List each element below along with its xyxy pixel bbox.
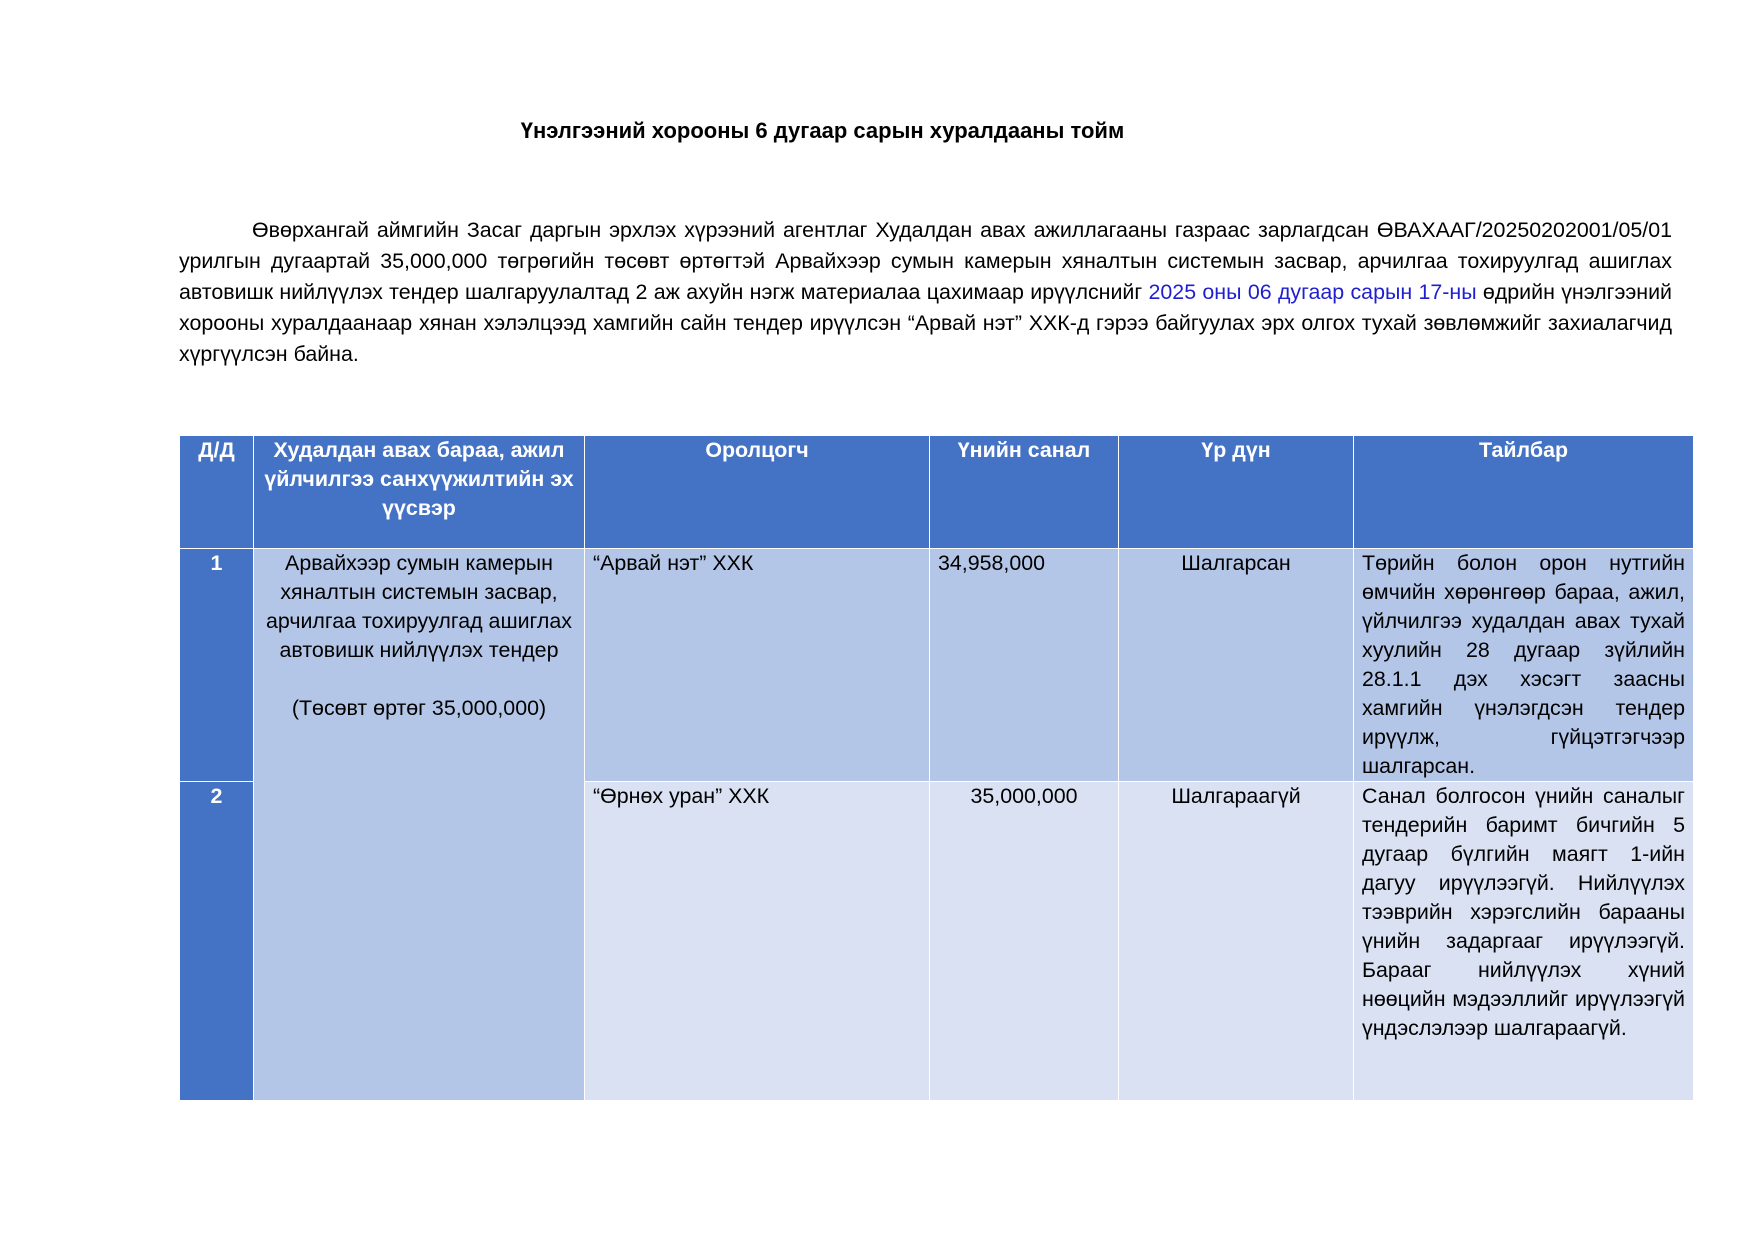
header-participant: Оролцогч	[585, 436, 930, 549]
tender-results-table	[179, 435, 1694, 1101]
result-cell: Шалгараагүй	[1119, 782, 1354, 1101]
item-cell	[254, 549, 585, 1101]
row-number: 2	[180, 782, 254, 1101]
price-cell: 35,000,000	[930, 782, 1119, 1101]
item-description: Арвайхээр сумын камерын хяналтын системын засвар, арчилгаа тохируулгад ашиглах автовишк нийлүүлэх тендер	[266, 551, 572, 662]
item-budget: (Төсөвт өртөг 35,000,000)	[291, 696, 547, 720]
header-price: Үнийн санал	[930, 436, 1119, 549]
table-header-row	[180, 436, 1694, 549]
row-number: 1	[180, 549, 254, 782]
header-item: Худалдан авах бараа, ажил үйлчилгээ санхүүжилтийн эх үүсвэр	[254, 436, 585, 549]
paragraph-date-highlight: 2025 оны 06 дугаар сарын 17-ны	[1148, 280, 1477, 304]
document-title: Үнэлгээний хорооны 6 дугаар сарын хуралдааны тойм	[520, 118, 1125, 143]
table-row	[180, 549, 1694, 782]
header-note: Тайлбар	[1354, 436, 1694, 549]
result-cell: Шалгарсан	[1119, 549, 1354, 782]
participant-cell: “Арвай нэт” ХХК	[585, 549, 930, 782]
price-cell: 34,958,000	[930, 549, 1119, 782]
header-result: Үр дүн	[1119, 436, 1354, 549]
paragraph-text-part1: Өвөрхангай аймгийн Засаг даргын эрхлэх хүрээний агентлаг Худалдан авах ажиллагааны газраас зарлагдсан ӨВАХААГ/20250202001/05/01 урилгын дугаартай 35,000,000 төгрөгийн төсөвт өртөгтэй Арвайхээр сумын камерын хяналтын системын засвар, арчилгаа тохируулгад ашиглах автовишк нийлүүлэх тендер шалгаруулалтад 2 аж ахуйн нэгж материалаа цахимаар ирүүлснийг	[179, 218, 1672, 304]
note-cell: Төрийн болон орон нутгийн өмчийн хөрөнгөөр бараа, ажил, үйлчилгээ худалдан авах тухай хуулийн 28 дугаар зүйлийн 28.1.1 дэх хэсэгт заасны хамгийн үнэлэгдсэн тендер ирүүлж, гүйцэтгэгчээр шалгарсан.	[1354, 549, 1694, 782]
note-cell: Санал болгосон үнийн саналыг тендерийн баримт бичгийн 5 дугаар бүлгийн маягт 1-ийн дагуу ирүүлээгүй. Нийлүүлэх тээврийн хэрэгслийн барааны үнийн задаргааг ирүүлээгүй. Барааг нийлүүлэх хүний нөөцийн мэдээллийг ирүүлээгүй үндэслэлээр шалгараагүй.	[1354, 782, 1694, 1101]
participant-cell: “Өрнөх уран” ХХК	[585, 782, 930, 1101]
summary-paragraph	[179, 215, 1672, 370]
paragraph-text-part2: өдрийн үнэлгээний хорооны хуралдаанаар хянан хэлэлцээд хамгийн сайн тендер ирүүлсэн “Арвай нэт” ХХК-д гэрээ байгуулах эрх олгох тухай зөвлөмжийг захиалагчид хүргүүлсэн байна.	[179, 280, 1672, 366]
header-num: Д/Д	[180, 436, 254, 549]
